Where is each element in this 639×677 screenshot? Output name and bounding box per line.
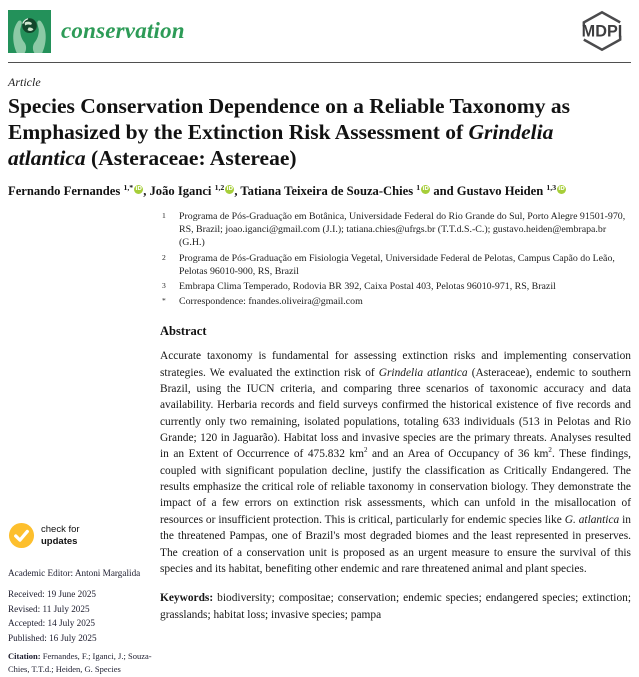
crossmark-check-icon bbox=[8, 522, 35, 549]
received-date: Received: 19 June 2025 bbox=[8, 589, 97, 599]
revised-date: Revised: 11 July 2025 bbox=[8, 603, 90, 614]
journal-header bbox=[8, 0, 631, 53]
check-for-text: check for bbox=[41, 524, 80, 536]
content-columns bbox=[8, 210, 631, 676]
orcid-icon[interactable]: iD bbox=[558, 185, 565, 192]
check-for-updates-badge[interactable] bbox=[8, 522, 80, 549]
citation-block bbox=[8, 650, 154, 676]
affiliation-marker: 1 bbox=[162, 211, 166, 220]
citation-text: Fernandes, F.; Iganci, J.; Souza-Chies, T.T.d.; Heiden, G. Species bbox=[8, 650, 152, 674]
article-type-label: Article bbox=[8, 75, 41, 89]
mdpi-logo-text: MDPI bbox=[581, 22, 623, 41]
affiliation-marker: 2 bbox=[162, 252, 166, 262]
orcid-icon[interactable]: iD bbox=[422, 185, 429, 192]
orcid-icon[interactable]: iD bbox=[135, 185, 142, 192]
affiliation-item bbox=[160, 252, 631, 278]
affiliation-marker: 3 bbox=[162, 280, 166, 290]
journal-name[interactable]: conservation bbox=[61, 18, 185, 43]
affiliations-list bbox=[160, 210, 631, 308]
keywords-line: Keywords: biodiversity; compositae; conservation; endemic species; endangered species; extinction; grasslands; habitat loss; invasive species; pampa bbox=[160, 592, 632, 621]
journal-brand[interactable] bbox=[8, 10, 185, 53]
affiliation-text: Programa de Pós-Graduação em Fisiologia Vegetal, Universidade Federal de Pelotas, Campus Capão do Leão, Pelotas 96010-900, RS, Brazil bbox=[179, 252, 615, 277]
affiliation-text: Embrapa Clima Temperado, Rodovia BR 392, Caixa Postal 403, Pelotas 96010-971, RS, Brazil bbox=[179, 280, 556, 292]
affiliation-item bbox=[160, 295, 631, 308]
abstract-heading: Abstract bbox=[160, 324, 207, 339]
correspondence-text: Correspondence: fnandes.oliveira@gmail.com bbox=[179, 296, 363, 308]
accepted-date: Accepted: 14 July 2025 bbox=[8, 618, 96, 628]
conservation-journal-logo-icon bbox=[8, 10, 51, 53]
affiliation-item bbox=[160, 280, 631, 293]
published-date: Published: 16 July 2025 bbox=[8, 632, 97, 643]
header-divider bbox=[8, 62, 631, 63]
affiliation-item bbox=[160, 210, 631, 250]
article-history bbox=[8, 589, 154, 643]
orcid-icon[interactable]: iD bbox=[226, 185, 234, 192]
updates-text: updates bbox=[41, 535, 78, 547]
citation-label: Citation: bbox=[8, 650, 41, 661]
paper-title: Species Conservation Dependence on a Reliable Taxonomy as Emphasized by the Extinction Risk Assessment of Grindelia atlantica (Asteraceae: Astereae) bbox=[8, 94, 571, 170]
left-sidebar bbox=[8, 210, 154, 676]
mdpi-logo-icon[interactable] bbox=[573, 9, 631, 53]
main-column bbox=[154, 210, 631, 676]
academic-editor-line: Academic Editor: Antoni Margalida bbox=[8, 568, 141, 578]
abstract-text: Accurate taxonomy is fundamental for assessing extinction risks and implementing conservation strategies. We evaluated the extinction risk of Grindelia atlantica (Asteraceae), endemic to southern Brazil, using the IUCN criteria, and comparing three scenarios of taxonomic accuracy and data availability. Herbaria records and field surveys confirmed the historical existence of five records and currently only two remaining, isolated populations, totaling 633 individuals (513 in Pelotas and Rio Grande; 120 in Jaguarão). Habitat loss and invasive species are the primary threats. Analyses resulted in an Extent of Occurrence of 475.832 $km^2$ and an Area of Occupancy of 36 $km^2$. These findings, coupled with significant population decline, justify the classification as Critically Endangered. The results emphasize the critical role of reliable taxonomy in conservation biology. They demonstrate the impact of a few errors on extinction risk assessments, which can unfold in the misallocation of resources or insufficient protection. This is critical, particularly for endemic species like G. atlantica in the threatened Pampas, one of Brazil's most degraded biomes and the least represented in preserves. The creation of a conservation unit is proposed as an urgent measure to ensure the survival of this species and its habitat, benefiting other endemic and rare threatened animal and plant species. bbox=[160, 350, 632, 575]
affiliation-text: Programa de Pós-Graduação em Botânica, Universidade Federal do Rio Grande do Sul, Porto Alegre 91501-970, RS, Brazil; joao.iganci@gmail.com (J.I.); tatiana.chies@ufrgs.br (T.T.d.S.-C.); gustavo.heiden@embrapa.br (G.H.) bbox=[179, 211, 626, 249]
check-for-updates-label bbox=[41, 524, 80, 546]
authors-line: Fernando Fernandes $^{1,*}$ iD, João Iganci $^{1,2}$ iD, Tatiana Teixeira de Souza-Chies $^1$ iD and Gustavo Heiden $^{1,3}$ iD bbox=[8, 182, 565, 198]
correspondence-marker: * bbox=[162, 296, 166, 306]
